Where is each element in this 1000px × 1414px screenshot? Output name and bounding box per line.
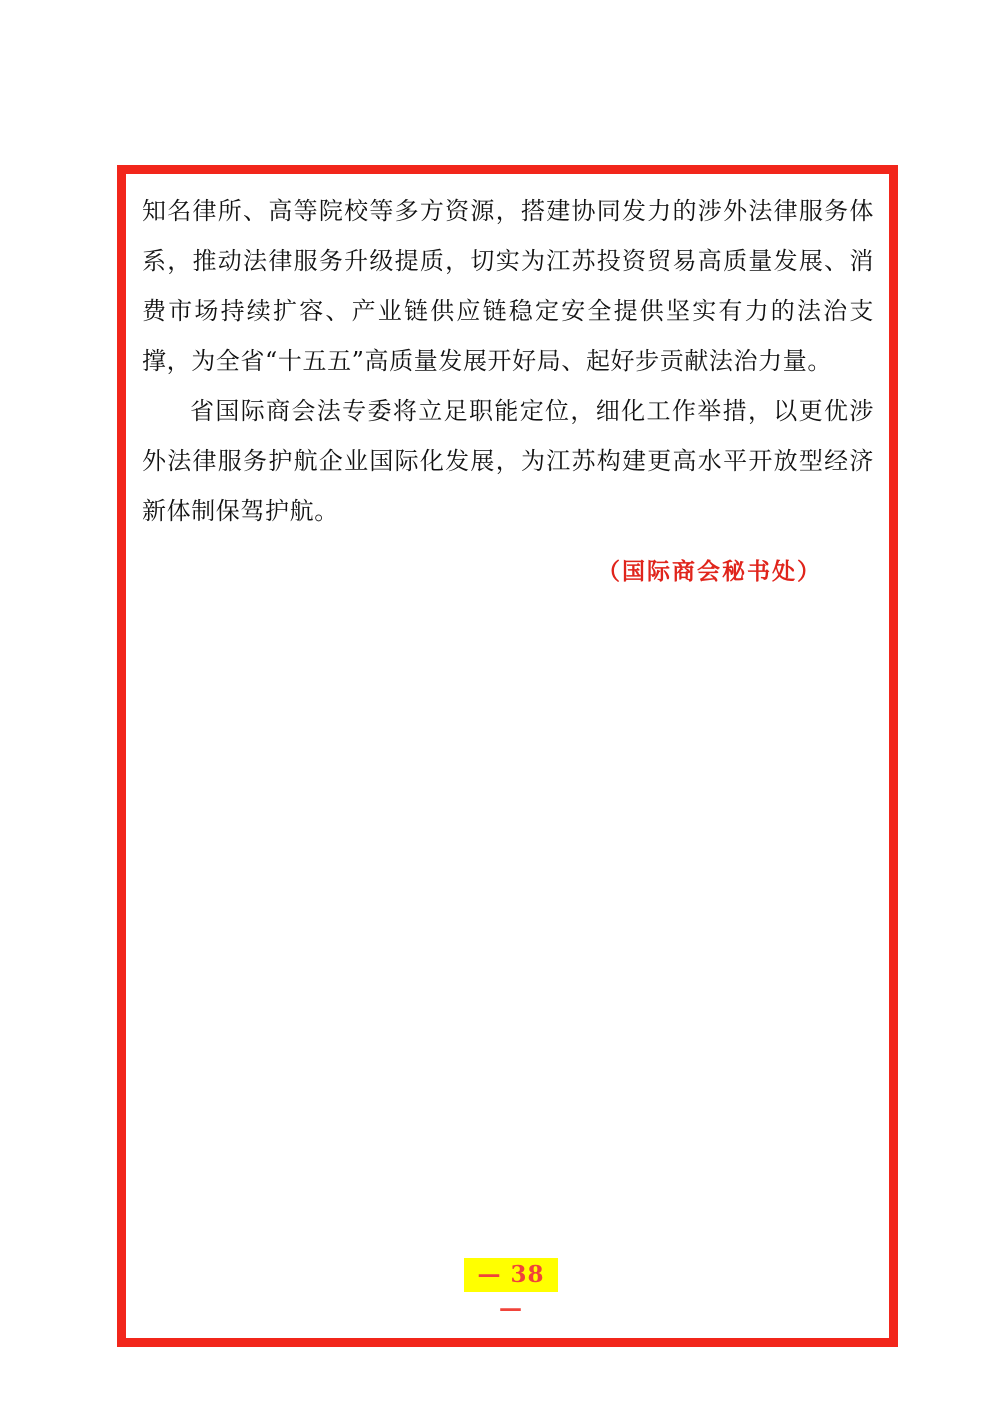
body-paragraph-1: 知名律所、高等院校等多方资源，搭建协同发力的涉外法律服务体系，推动法律服务升级提质，切实为江苏投资贸易高质量发展、消费市场持续扩容、产业链供应链稳定安全提供坚实有力的法治支撑，为全省“十五五”高质量发展开好局、起好步贡献法治力量。 — [142, 197, 874, 375]
signature-issuer: （国际商会秘书处） — [597, 558, 822, 585]
body-paragraph-2: 省国际商会法专委将立足职能定位，细化工作举措，以更优涉外法律服务护航企业国际化发展，为江苏构建更高水平开放型经济新体制保驾护航。 — [142, 397, 874, 525]
document-body — [142, 186, 874, 592]
page-number: — 38 — — [464, 1258, 558, 1292]
page-border-frame — [117, 165, 898, 1347]
